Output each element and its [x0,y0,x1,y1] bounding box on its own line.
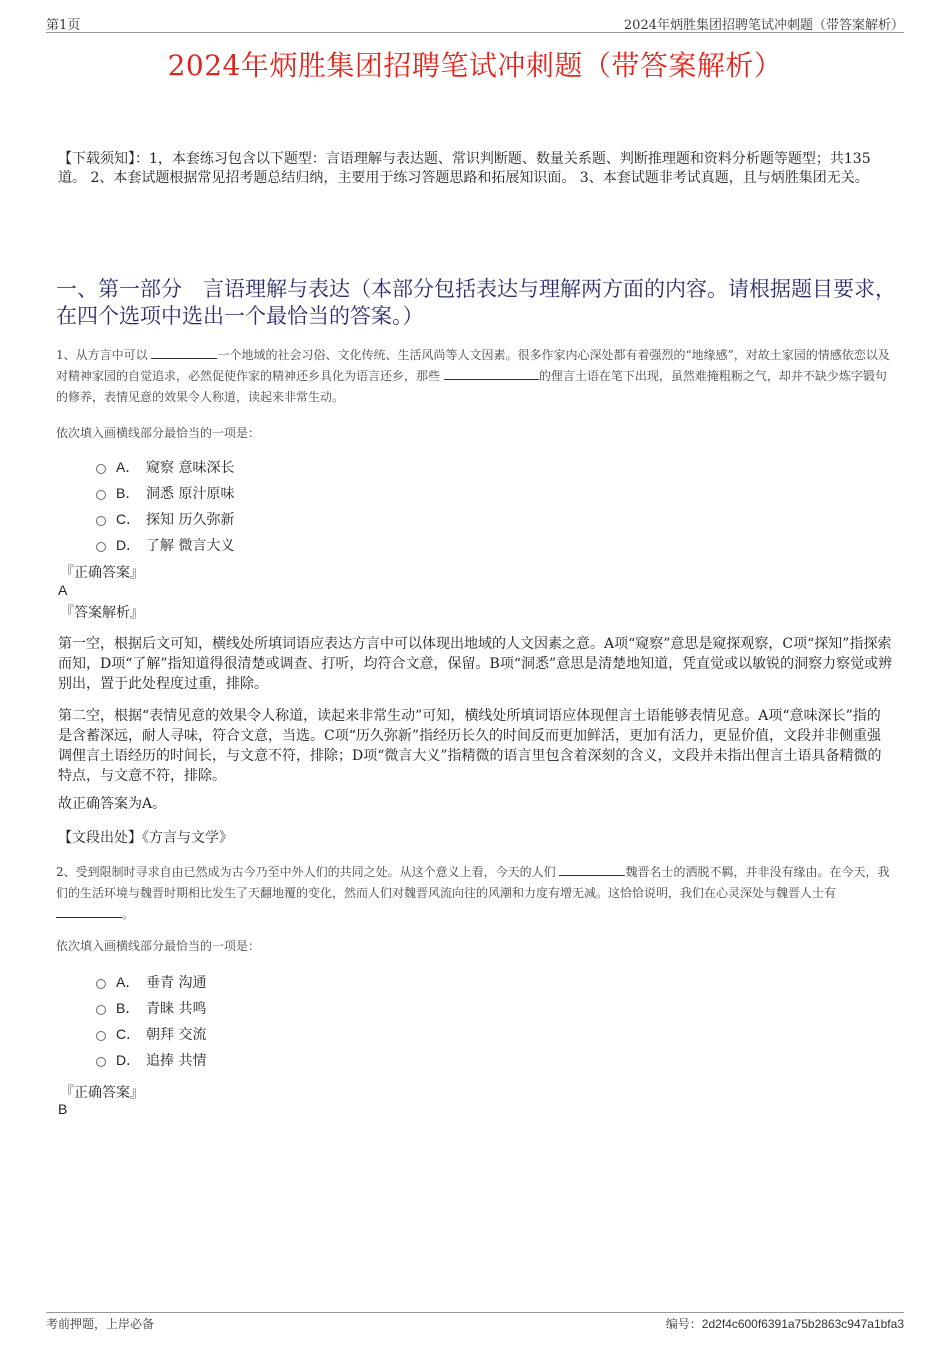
option-letter: B． [116,1000,140,1016]
option-a[interactable] [96,457,234,477]
radio-button[interactable] [96,979,106,989]
analysis-paragraph-2: 第二空，根据“表情见意的效果令人称道，读起来非常生动”可知，横线处所填词语应体现俚言土语能够表情见意。A项“意味深长”指的是含蓄深远，耐人寻味，符合文意，当选。C项“历久弥新”指经历长久的时间反而更加鲜活，更加有活力，更显价值，文段并非侧重强调俚言土语经历的时间长，与文意不符，排除；D项“微言大义”指精微的语言里包含着深刻的含义，文段并未指出俚言土语具备精微的特点，与文意不符，排除。 [58,708,882,784]
question-2-part3: 。 [122,907,135,921]
radio-button[interactable] [96,1057,106,1067]
option-b[interactable] [96,483,234,503]
option-letter: D． [116,1052,141,1068]
option-c[interactable] [96,509,234,529]
option-letter: D． [116,537,141,553]
blank-line [559,863,625,876]
correct-answer: A [58,582,68,598]
option-text: 垂青 沟通 [146,975,207,991]
question-1-part3: 的俚言土语在笔下出现，虽然难掩粗粝之气，却并不缺少炼字锻句的修养，表情见意的效果令人称道，读起来非常生动。 [56,369,887,404]
radio-button[interactable] [96,516,106,526]
blank-line [56,905,122,918]
correct-answer-label: 『正确答案』 [60,1085,144,1101]
analysis-label: 『答案解析』 [60,605,144,621]
page-number: 第1页 [46,18,81,33]
option-text: 青睐 共鸣 [146,1001,207,1017]
radio-button[interactable] [96,1005,106,1015]
radio-button[interactable] [96,1031,106,1041]
doc-code-label: 编号： [665,1317,702,1331]
option-d[interactable] [96,535,234,555]
option-letter: C． [116,511,141,527]
option-letter: B． [116,485,140,501]
option-letter: C． [116,1026,141,1042]
option-text: 探知 历久弥新 [146,512,235,528]
footer-slogan: 考前押题，上岸必备 [46,1317,155,1331]
question-2-part2: 魏晋名士的洒脱不羁，并非没有缘由。在今天，我们的生活环境与魏晋时期相比发生了天翻地覆的变化，然而人们对魏晋风流向往的风潮和力度有增无减。这恰恰说明，我们在心灵深处与魏晋人士有 [56,865,890,900]
question-2-text [56,862,896,925]
correct-answer: B [58,1101,68,1117]
radio-button[interactable] [96,490,106,500]
answer-conclusion: 故正确答案为A。 [58,796,167,812]
radio-button[interactable] [96,542,106,552]
header-divider [46,32,904,33]
blank-line [444,367,539,380]
option-b[interactable] [96,998,206,1018]
option-text: 追捧 共情 [146,1053,207,1069]
section-heading: 一、第一部分 言语理解与表达（本部分包括表达与理解两方面的内容。请根据题目要求，在四个选项中选出一个最恰当的答案。） [56,277,896,328]
option-text: 洞悉 原汁原味 [146,486,235,502]
footer-doc-code [666,1315,904,1332]
analysis-paragraph-1: 第一空，根据后文可知，横线处所填词语应表达方言中可以体现出地域的人文因素之意。A项“窥察”意思是窥探观察，C项“探知”指探索而知，D项“了解”指知道得很清楚或调查、打听，均符合文意，保留。B项“洞悉”意思是清楚地知道，凭直觉或以敏锐的洞察力察觉或辨别出，置于此处程度过重，排除。 [58,636,893,692]
footer-divider [46,1312,904,1313]
radio-button[interactable] [96,464,106,474]
header-doc-title: 2024年炳胜集团招聘笔试冲刺题（带答案解析） [623,18,904,33]
doc-code-value: 2d2f4c600f6391a75b2863c947a1bfa3 [701,1317,904,1331]
question-1-part1: 1、从方言中可以 [56,348,148,362]
option-text: 了解 微言大义 [146,538,235,554]
passage-source: 【文段出处】《方言与文学》 [58,830,233,846]
download-notice: 【下载须知】：1，本套练习包含以下题型：言语理解与表达题、常识判断题、数量关系题、判断推理题和资料分析题等题型；共135道。 2、本套试题根据常见招考题总结归纳，主要用于练习答题思路和拓展知识面。 3、本套试题非考试真题，且与炳胜集团无关。 [58,151,871,186]
question-2-prompt: 依次填入画横线部分最恰当的一项是： [56,939,261,953]
option-d[interactable] [96,1050,206,1070]
question-1-part2: 一个地域的社会习俗、文化传统、生活风尚等人文因素。很多作家内心深处都有着强烈的“地缘感”，对故土家园的情感依恋以及对精神家园的自觉追求，必然促使作家的精神还乡具化为语言还乡，那些 [56,348,890,383]
option-c[interactable] [96,1024,206,1044]
correct-answer-label: 『正确答案』 [60,565,144,581]
question-1-prompt: 依次填入画横线部分最恰当的一项是： [56,426,261,440]
option-text: 窥察 意味深长 [146,460,235,476]
question-1-text [56,345,896,408]
question-2-part1: 2、受到限制时寻求自由已然成为古今乃至中外人们的共同之处。从这个意义上看，今天的人们 [56,865,556,879]
document-title: 2024年炳胜集团招聘笔试冲刺题（带答案解析） [167,49,783,82]
option-a[interactable] [96,972,206,992]
option-letter: A． [116,974,140,990]
option-text: 朝拜 交流 [146,1027,207,1043]
option-letter: A． [116,459,140,475]
blank-line [151,346,217,359]
